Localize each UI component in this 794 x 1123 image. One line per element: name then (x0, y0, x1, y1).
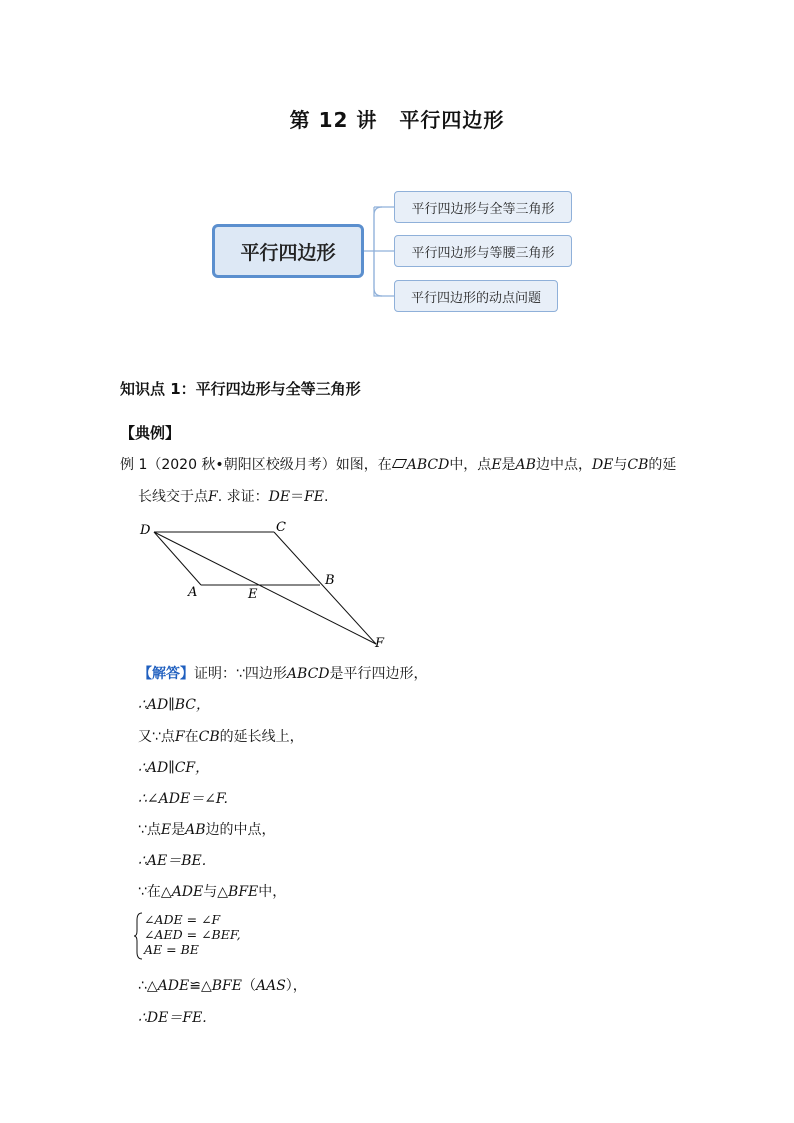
label-b: B (325, 573, 335, 588)
problem-var: CB (627, 457, 649, 473)
section-heading: 知识点 1：平行四边形与全等三角形 (120, 380, 361, 398)
solution-line-4: ∴AD∥CF， (138, 760, 210, 776)
mindmap-root: 平行四边形 (212, 224, 364, 278)
mindmap-branch-congruent: 平行四边形与全等三角形 (394, 191, 572, 223)
solution-text: ∵点 (138, 822, 161, 838)
solution-text: 中， (258, 884, 287, 900)
problem-text: 长线交于点 (138, 489, 208, 505)
problem-text: 例 1（2020 秋•朝阳区校级月考）如图，在 (120, 457, 392, 473)
label-d: D (140, 523, 151, 538)
solution-text: （ (241, 978, 256, 994)
answer-tag: 【解答】 (138, 666, 194, 682)
label-f: F (375, 636, 385, 651)
solution-var: CB (198, 729, 220, 745)
solution-line-6 (138, 820, 276, 840)
example-tag: 【典例】 (120, 424, 181, 442)
problem-text: . (324, 489, 329, 505)
problem-text: . 求证： (217, 489, 269, 505)
solution-var: ADE (171, 884, 204, 900)
solution-text: ≌△ (189, 978, 212, 994)
solution-text: 边的中点， (205, 822, 276, 838)
solution-text: ∴△ (138, 978, 158, 994)
equation-system (134, 912, 264, 960)
solution-line-7: ∴AE＝BE. (138, 853, 207, 869)
solution-line-5: ∴∠ADE＝∠F. (138, 791, 228, 807)
solution-var: ABCD (286, 666, 330, 682)
left-brace-icon (134, 912, 144, 960)
problem-text: 边中点， (535, 457, 592, 473)
parallelogram-symbol-icon (392, 459, 407, 468)
solution-text: 又∵点 (138, 729, 175, 745)
solution-var: AAS (255, 978, 286, 994)
solution-line-9 (138, 976, 307, 996)
problem-line-2 (138, 487, 328, 507)
solution-line-8 (138, 882, 286, 902)
system-row-3: AE = BE (144, 942, 199, 957)
problem-var: ABCD (406, 457, 450, 473)
solution-text: 是平行四边形， (329, 666, 428, 682)
solution-line-2: ∴AD∥BC， (138, 697, 210, 713)
solution-var: F (174, 729, 185, 745)
solution-line-1 (138, 664, 428, 684)
solution-text: ）， (285, 978, 307, 994)
mindmap-branch-isosceles: 平行四边形与等腰三角形 (394, 235, 572, 267)
problem-var: AB (515, 457, 536, 473)
mindmap-branch-moving-point: 平行四边形的动点问题 (394, 280, 558, 312)
lecture-number: 第 12 讲 (289, 108, 378, 132)
solution-line-10: ∴DE＝FE. (138, 1010, 207, 1026)
solution-var: AB (185, 822, 206, 838)
problem-text: 中，点 (449, 457, 492, 473)
geometry-figure (130, 515, 400, 655)
problem-text: 与 (613, 457, 628, 473)
segment-ad (154, 532, 201, 585)
problem-var: DE (591, 457, 614, 473)
problem-var: F (208, 489, 218, 505)
problem-text: ＝ (290, 489, 305, 505)
solution-text: 是 (171, 822, 186, 838)
problem-text: 的延 (648, 457, 677, 473)
solution-var: BFE (228, 884, 259, 900)
solution-var: ADE (157, 978, 190, 994)
system-row-2: ∠AED = ∠BEF, (144, 927, 241, 942)
label-a: A (188, 585, 198, 600)
solution-text: 的延长线上， (219, 729, 304, 745)
label-e: E (248, 587, 258, 602)
solution-var: BFE (211, 978, 242, 994)
solution-text: ∵在△ (138, 884, 172, 900)
problem-var: DE (268, 489, 291, 505)
solution-text: 证明：∵四边形 (194, 666, 287, 682)
solution-var: E (160, 822, 172, 838)
problem-var: E (491, 457, 502, 473)
lecture-topic: 平行四边形 (399, 108, 505, 132)
system-row-1: ∠ADE = ∠F (144, 912, 221, 927)
label-c: C (276, 520, 286, 535)
solution-line-3 (138, 727, 304, 747)
solution-text: 在 (184, 729, 199, 745)
problem-text: 是 (501, 457, 516, 473)
segment-cf (274, 532, 376, 644)
problem-line-1 (120, 455, 676, 475)
solution-text: 与△ (203, 884, 229, 900)
problem-var: FE (304, 489, 325, 505)
